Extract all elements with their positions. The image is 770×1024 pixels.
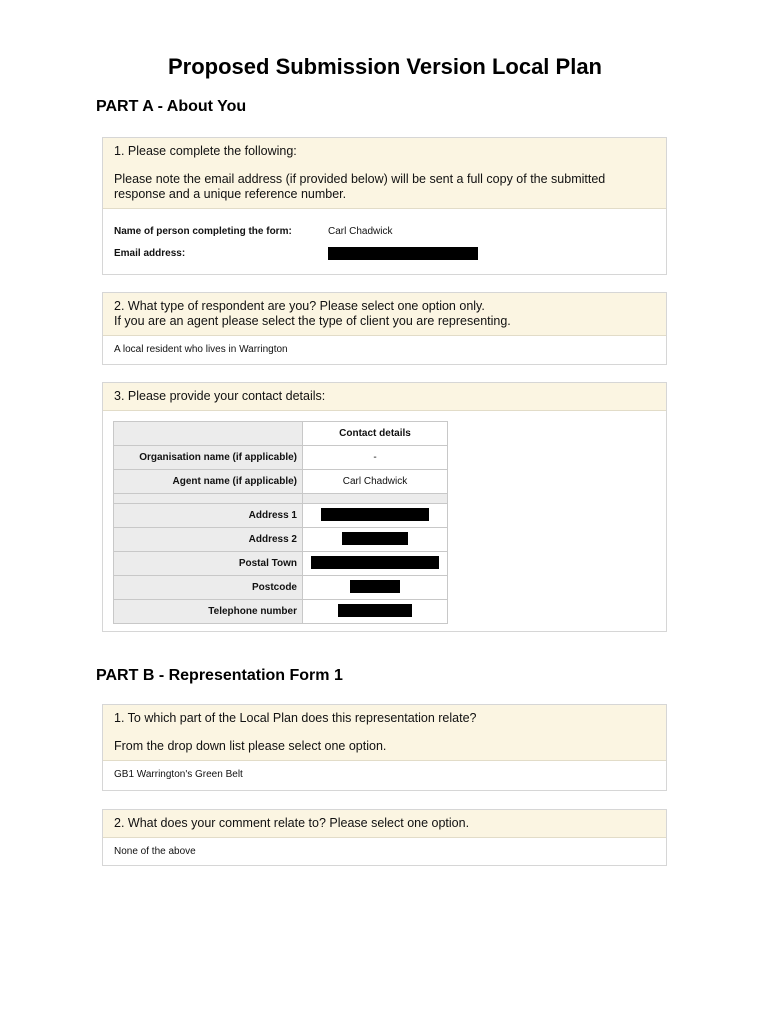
address-1-label: Address 1 [114,504,303,528]
part-b-question-2-box [102,809,667,866]
agent-value: Carl Chadwick [303,470,448,494]
question-2-title-line2: If you are an agent please select the type of client you are representing. [114,314,511,328]
question-1-header [103,138,666,209]
contact-header-row [114,422,448,446]
email-row [114,242,655,264]
name-value: Carl Chadwick [328,225,393,237]
question-3-header [103,383,666,411]
email-redaction [328,247,478,260]
postcode-value [303,576,448,600]
question-2-header [103,293,666,336]
table-row [114,470,448,494]
contact-header-corner [114,422,303,446]
name-row [114,220,655,242]
postal-town-redaction [311,556,439,569]
contact-details-table [113,421,448,624]
table-spacer-row [114,494,448,504]
question-1-box [102,137,667,275]
address-1-value [303,504,448,528]
part-b-question-2-header [103,810,666,838]
question-2-answer: A local resident who lives in Warrington [114,344,288,355]
address-2-redaction [342,532,408,545]
telephone-redaction [338,604,412,617]
question-3-box [102,382,667,632]
part-b-heading: PART B - Representation Form 1 [96,667,343,684]
part-b-question-1-box [102,704,667,791]
postal-town-label: Postal Town [114,552,303,576]
address-2-value [303,528,448,552]
agent-label: Agent name (if applicable) [114,470,303,494]
email-label: Email address: [114,247,186,259]
question-1-title: 1. Please complete the following: [114,144,297,158]
telephone-label: Telephone number [114,600,303,624]
table-row [114,446,448,470]
address-2-label: Address 2 [114,528,303,552]
organisation-value: - [303,446,448,470]
part-b-question-1-title: 1. To which part of the Local Plan does this representation relate? [114,711,477,725]
part-b-question-2-answer: None of the above [114,846,196,857]
question-1-note: Please note the email address (if provided below) will be sent a full copy of the submitted response and a unique reference number. [114,172,606,201]
table-row [114,504,448,528]
table-row [114,600,448,624]
page-title: Proposed Submission Version Local Plan [168,54,602,79]
question-3-title: 3. Please provide your contact details: [114,389,326,403]
organisation-label: Organisation name (if applicable) [114,446,303,470]
spacer-cell [303,494,448,504]
spacer-cell [114,494,303,504]
table-row [114,528,448,552]
telephone-value [303,600,448,624]
question-2-title-line1: 2. What type of respondent are you? Please select one option only. [114,299,485,313]
question-1-body [103,209,666,272]
part-b-question-2-title: 2. What does your comment relate to? Please select one option. [114,816,470,830]
part-b-question-1-answer: GB1 Warrington's Green Belt [114,769,243,780]
name-label: Name of person completing the form: [114,225,292,237]
table-row [114,576,448,600]
address-1-redaction [321,508,429,521]
question-2-box [102,292,667,365]
table-row [114,552,448,576]
postal-town-value [303,552,448,576]
part-b-question-1-instruction: From the drop down list please select one option. [114,739,387,753]
contact-column-header: Contact details [303,422,448,446]
postcode-label: Postcode [114,576,303,600]
part-b-question-1-header [103,705,666,761]
part-a-heading: PART A - About You [96,98,247,115]
postcode-redaction [350,580,400,593]
